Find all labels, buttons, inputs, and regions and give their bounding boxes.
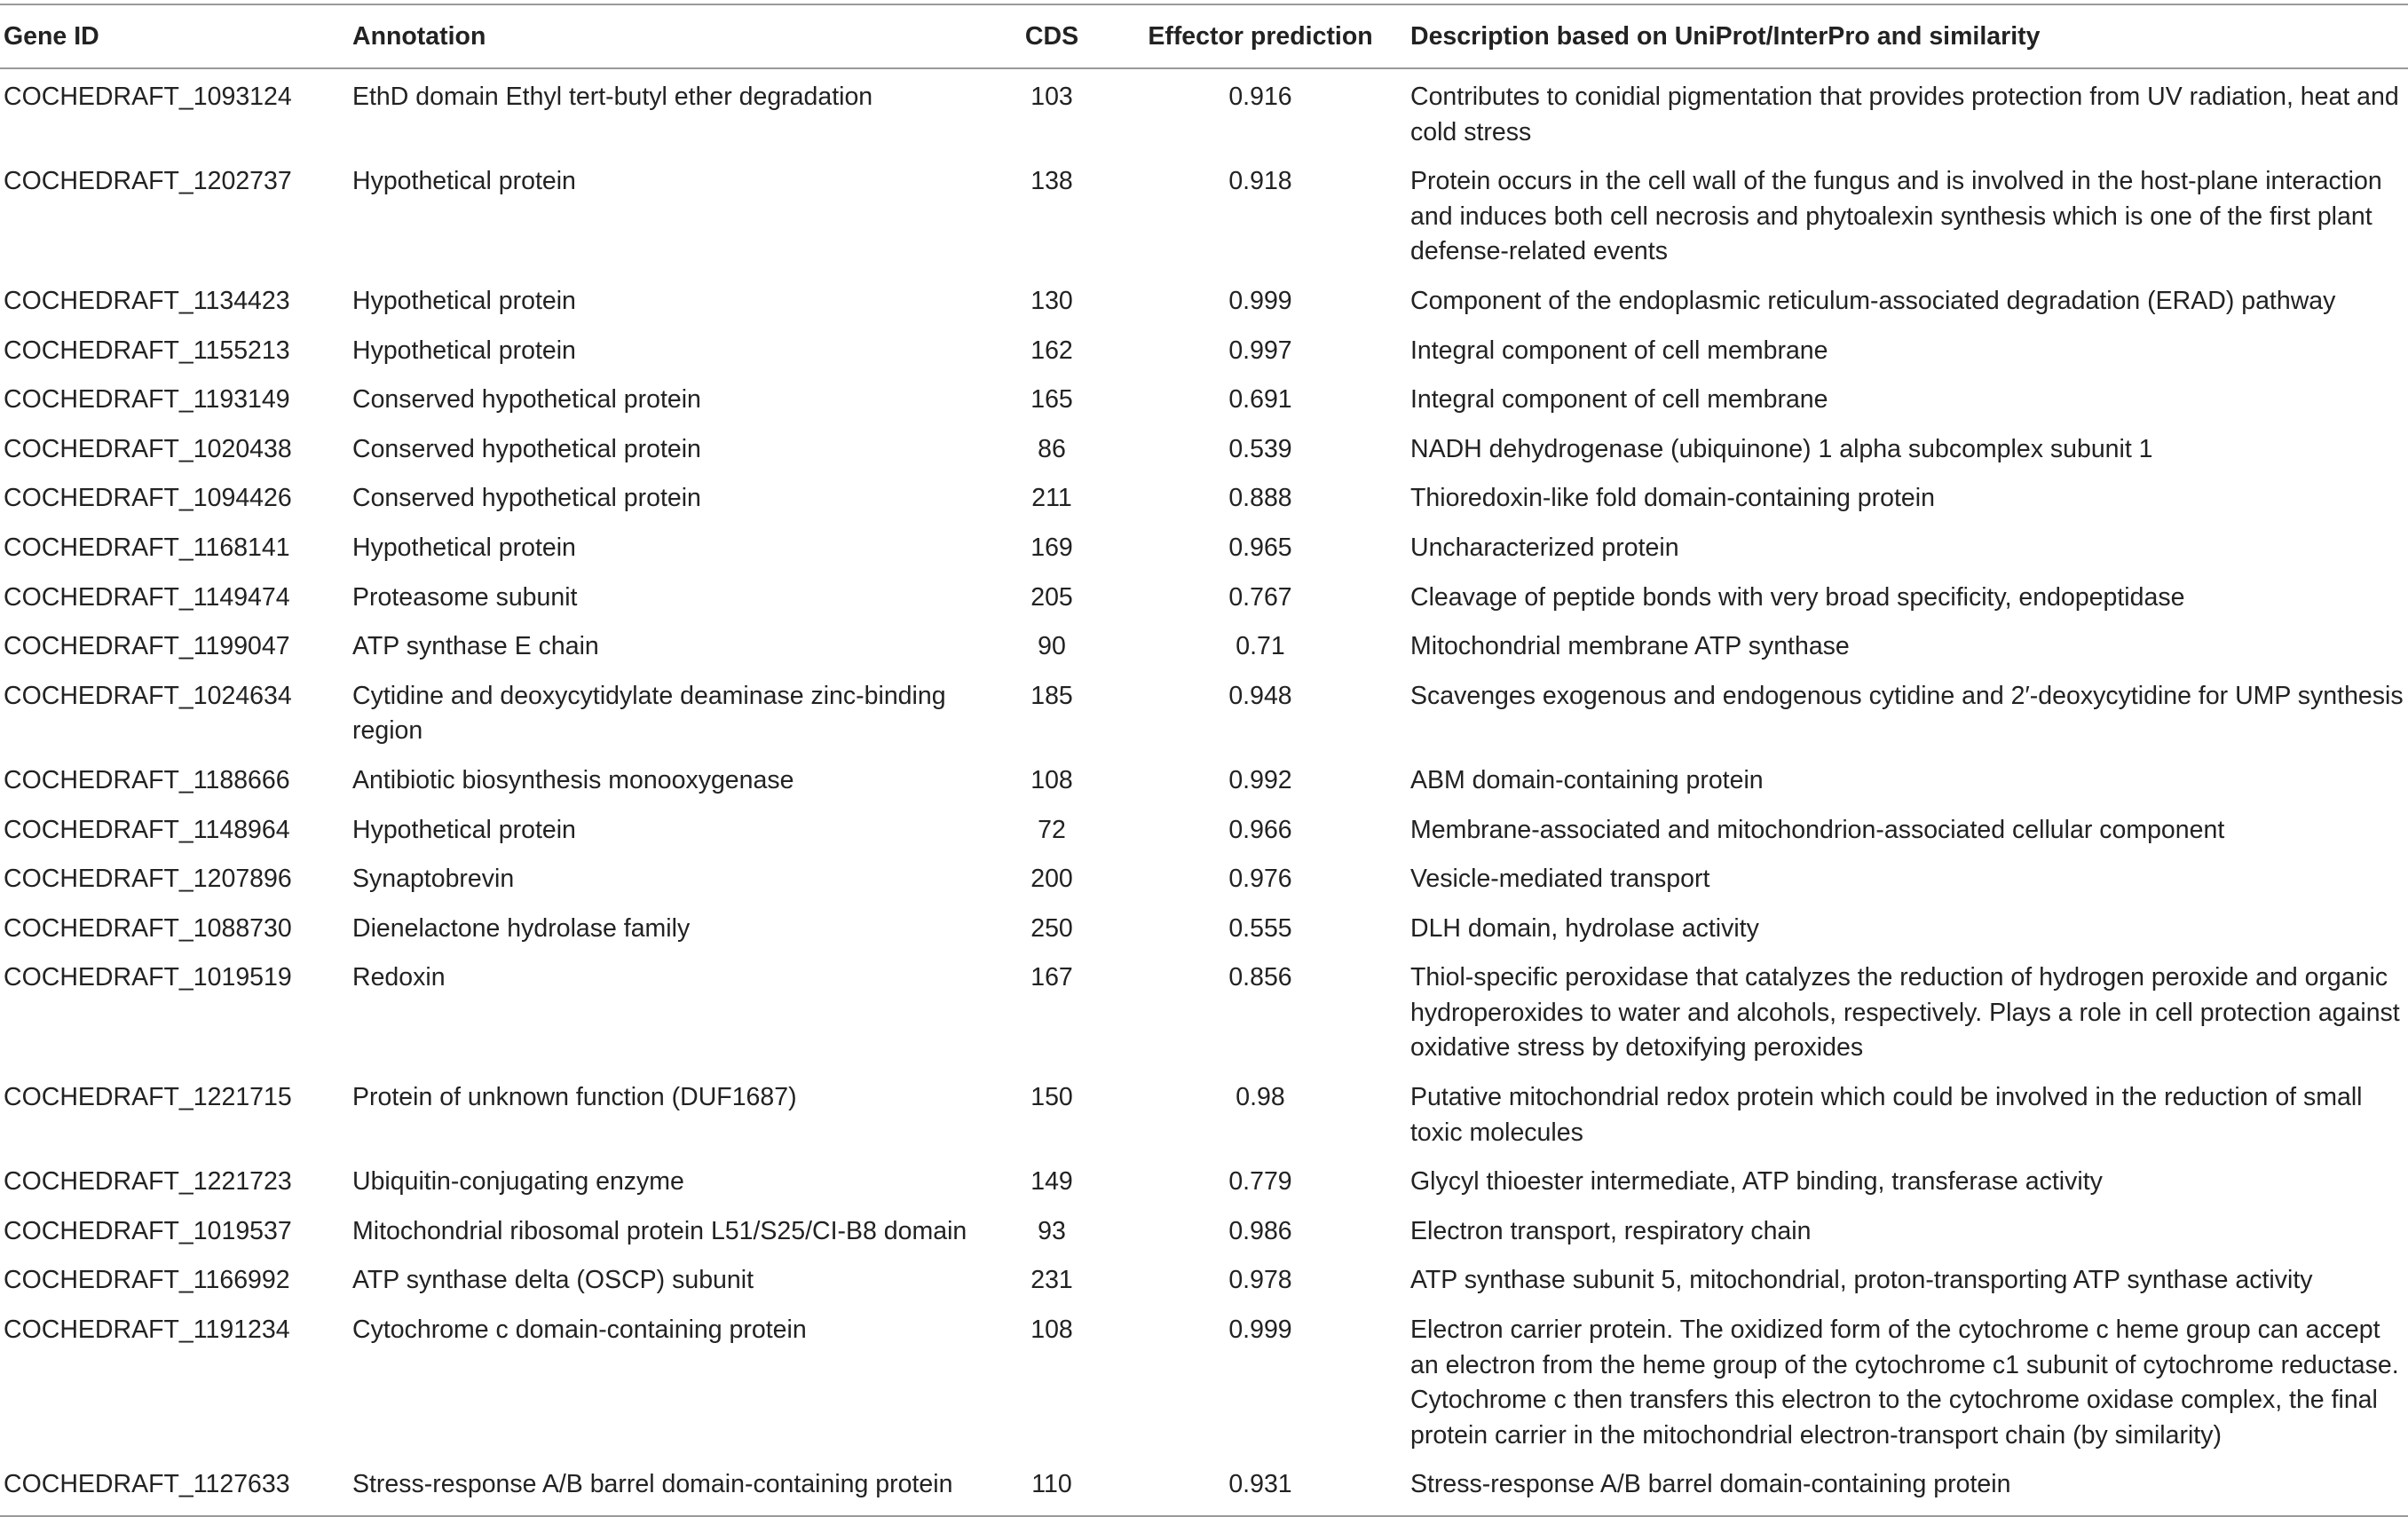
cell-gene-id: COCHEDRAFT_1193149 xyxy=(4,385,290,415)
cell-annotation: Conserved hypothetical protein xyxy=(352,385,701,415)
cell-annotation: Synaptobrevin xyxy=(352,865,515,894)
cell-gene-id: COCHEDRAFT_1019537 xyxy=(4,1216,292,1245)
cell-annotation: Protein of unknown function (DUF1687) xyxy=(352,1083,797,1112)
table-row xyxy=(0,573,2408,623)
effector-table xyxy=(0,4,2408,1517)
table-row xyxy=(0,672,2408,756)
header-gene-id: Gene ID xyxy=(4,21,99,51)
table-row xyxy=(0,524,2408,573)
cell-description: Thioredoxin-like fold domain-containing protein xyxy=(1410,484,1935,513)
table-container xyxy=(0,4,2408,1517)
cell-description: Membrane-associated and mitochondrion-associated cellular component xyxy=(1410,815,2225,844)
table-row xyxy=(0,157,2408,277)
table-row xyxy=(0,622,2408,672)
cell-description: Integral component of cell membrane xyxy=(1410,336,1828,365)
cell-gene-id: COCHEDRAFT_1148964 xyxy=(4,815,290,844)
cell-cds: 150 xyxy=(1030,1083,1073,1112)
cell-effector-prediction: 0.997 xyxy=(1228,336,1292,365)
cell-cds: 130 xyxy=(1030,286,1073,315)
cell-gene-id: COCHEDRAFT_1221723 xyxy=(4,1167,292,1197)
cell-annotation: Ubiquitin-conjugating enzyme xyxy=(352,1167,684,1197)
cell-cds: 205 xyxy=(1030,582,1073,612)
header-description: Description based on UniProt/InterPro and similarity xyxy=(1410,21,2041,51)
cell-description: Putative mitochondrial redox protein which could be involved in the reduction of small toxic molecules xyxy=(1410,1083,2363,1147)
cell-cds: 108 xyxy=(1030,765,1073,794)
table-row xyxy=(0,277,2408,327)
cell-effector-prediction: 0.978 xyxy=(1228,1266,1292,1295)
table-row xyxy=(0,1207,2408,1257)
cell-cds: 162 xyxy=(1030,336,1073,365)
header-cds: CDS xyxy=(1024,21,1079,51)
table-row xyxy=(0,474,2408,524)
cell-effector-prediction: 0.888 xyxy=(1228,484,1292,513)
cell-cds: 167 xyxy=(1030,963,1073,992)
cell-effector-prediction: 0.931 xyxy=(1228,1470,1292,1499)
cell-annotation: Cytochrome c domain-containing protein xyxy=(352,1316,807,1345)
cell-effector-prediction: 0.948 xyxy=(1228,681,1292,710)
cell-cds: 185 xyxy=(1030,681,1073,710)
cell-gene-id: COCHEDRAFT_1020438 xyxy=(4,434,292,463)
cell-gene-id: COCHEDRAFT_1019519 xyxy=(4,963,292,992)
cell-cds: 93 xyxy=(1038,1216,1066,1245)
cell-gene-id: COCHEDRAFT_1191234 xyxy=(4,1316,290,1345)
cell-annotation: Conserved hypothetical protein xyxy=(352,434,701,463)
cell-effector-prediction: 0.999 xyxy=(1228,1316,1292,1345)
cell-gene-id: COCHEDRAFT_1188666 xyxy=(4,765,290,794)
cell-cds: 90 xyxy=(1038,632,1066,661)
cell-description: Glycyl thioester intermediate, ATP binding, transferase activity xyxy=(1410,1167,2103,1197)
cell-effector-prediction: 0.999 xyxy=(1228,286,1292,315)
cell-cds: 200 xyxy=(1030,865,1073,894)
cell-effector-prediction: 0.965 xyxy=(1228,533,1292,562)
cell-effector-prediction: 0.966 xyxy=(1228,815,1292,844)
cell-description: Stress-response A/B barrel domain-containing protein xyxy=(1410,1470,2011,1499)
cell-effector-prediction: 0.916 xyxy=(1228,83,1292,111)
cell-effector-prediction: 0.98 xyxy=(1236,1083,1285,1112)
cell-annotation: ATP synthase E chain xyxy=(352,632,599,661)
table-header xyxy=(0,4,2408,68)
table-row xyxy=(0,905,2408,954)
cell-description: Mitochondrial membrane ATP synthase xyxy=(1410,632,1850,661)
cell-effector-prediction: 0.918 xyxy=(1228,167,1292,196)
cell-description: ABM domain-containing protein xyxy=(1410,765,1764,794)
cell-effector-prediction: 0.555 xyxy=(1228,913,1292,943)
cell-annotation: Dienelactone hydrolase family xyxy=(352,913,691,943)
cell-gene-id: COCHEDRAFT_1024634 xyxy=(4,681,292,710)
table-row xyxy=(0,1158,2408,1207)
cell-description: Uncharacterized protein xyxy=(1410,533,1679,562)
table-body xyxy=(0,68,2408,1516)
cell-annotation: Antibiotic biosynthesis monooxygenase xyxy=(352,765,794,794)
cell-description: DLH domain, hydrolase activity xyxy=(1410,913,1759,943)
cell-effector-prediction: 0.856 xyxy=(1228,963,1292,992)
table-row xyxy=(0,953,2408,1073)
cell-effector-prediction: 0.976 xyxy=(1228,865,1292,894)
cell-cds: 103 xyxy=(1030,83,1073,111)
cell-cds: 138 xyxy=(1030,167,1073,196)
table-row xyxy=(0,1306,2408,1460)
cell-description: Electron carrier protein. The oxidized form of the cytochrome c heme group can accept an electron from the heme group of the cytochrome c1 subunit of cytochrome reductase. Cytochrome c then transfers this electron to the cytochrome oxidase complex, the final protein carrier in the mitochondrial electron-transport chain (by similarity) xyxy=(1410,1316,2399,1450)
cell-cds: 250 xyxy=(1030,913,1073,943)
cell-description: Integral component of cell membrane xyxy=(1410,385,1828,415)
cell-annotation: ATP synthase delta (OSCP) subunit xyxy=(352,1266,754,1295)
header-row xyxy=(0,4,2408,68)
table-row xyxy=(0,375,2408,425)
cell-cds: 149 xyxy=(1030,1167,1073,1197)
cell-effector-prediction: 0.767 xyxy=(1228,582,1292,612)
cell-cds: 169 xyxy=(1030,533,1073,562)
table-row xyxy=(0,1460,2408,1516)
cell-cds: 165 xyxy=(1030,385,1073,415)
table-row xyxy=(0,855,2408,905)
cell-annotation: Redoxin xyxy=(352,963,446,992)
header-annotation: Annotation xyxy=(352,21,486,51)
cell-gene-id: COCHEDRAFT_1134423 xyxy=(4,286,290,315)
cell-gene-id: COCHEDRAFT_1094426 xyxy=(4,484,292,513)
cell-gene-id: COCHEDRAFT_1207896 xyxy=(4,865,292,894)
cell-effector-prediction: 0.691 xyxy=(1228,385,1292,415)
cell-annotation: Hypothetical protein xyxy=(352,167,576,196)
cell-description: Cleavage of peptide bonds with very broad specificity, endopeptidase xyxy=(1410,582,2185,612)
table-row xyxy=(0,327,2408,376)
cell-gene-id: COCHEDRAFT_1093124 xyxy=(4,83,292,111)
cell-annotation: EthD domain Ethyl tert-butyl ether degradation xyxy=(352,83,873,111)
cell-description: Contributes to conidial pigmentation that provides protection from UV radiation, heat and cold stress xyxy=(1410,83,2399,146)
cell-description: Scavenges exogenous and endogenous cytidine and 2′-deoxycytidine for UMP synthesis xyxy=(1410,681,2404,710)
cell-annotation: Mitochondrial ribosomal protein L51/S25/CI-B8 domain xyxy=(352,1216,967,1245)
cell-effector-prediction: 0.779 xyxy=(1228,1167,1292,1197)
cell-description: Vesicle-mediated transport xyxy=(1410,865,1710,894)
table-row xyxy=(0,1073,2408,1158)
cell-cds: 211 xyxy=(1031,484,1072,513)
cell-cds: 72 xyxy=(1038,815,1066,844)
cell-gene-id: COCHEDRAFT_1202737 xyxy=(4,167,292,196)
cell-annotation: Cytidine and deoxycytidylate deaminase zinc-binding region xyxy=(352,681,946,746)
cell-cds: 86 xyxy=(1038,434,1066,463)
cell-annotation: Hypothetical protein xyxy=(352,815,576,844)
cell-effector-prediction: 0.992 xyxy=(1228,765,1292,794)
cell-gene-id: COCHEDRAFT_1127633 xyxy=(4,1470,290,1499)
cell-gene-id: COCHEDRAFT_1221715 xyxy=(4,1083,292,1112)
cell-description: Thiol-specific peroxidase that catalyzes the reduction of hydrogen peroxide and organic hydroperoxides to water and alcohols, respectively. Plays a role in cell protection against oxidative stress by detoxifying peroxides xyxy=(1410,963,2400,1063)
cell-annotation: Hypothetical protein xyxy=(352,533,576,562)
cell-annotation: Conserved hypothetical protein xyxy=(352,484,701,513)
cell-effector-prediction: 0.986 xyxy=(1228,1216,1292,1245)
cell-cds: 108 xyxy=(1030,1316,1073,1345)
table-row xyxy=(0,425,2408,475)
cell-description: Protein occurs in the cell wall of the fungus and is involved in the host-plane interaction and induces both cell necrosis and phytoalexin synthesis which is one of the first plant defense-related events xyxy=(1410,167,2382,266)
table-row xyxy=(0,756,2408,806)
table-row xyxy=(0,1256,2408,1306)
cell-gene-id: COCHEDRAFT_1149474 xyxy=(4,582,290,612)
table-row xyxy=(0,68,2408,157)
cell-gene-id: COCHEDRAFT_1166992 xyxy=(4,1266,290,1295)
cell-gene-id: COCHEDRAFT_1088730 xyxy=(4,913,292,943)
header-effector-prediction: Effector prediction xyxy=(1148,21,1373,51)
cell-annotation: Hypothetical protein xyxy=(352,336,576,365)
cell-annotation: Stress-response A/B barrel domain-containing protein xyxy=(352,1470,953,1499)
cell-annotation: Hypothetical protein xyxy=(352,286,576,315)
table-row xyxy=(0,806,2408,856)
cell-effector-prediction: 0.539 xyxy=(1228,434,1292,463)
cell-cds: 231 xyxy=(1030,1266,1073,1295)
cell-gene-id: COCHEDRAFT_1199047 xyxy=(4,632,290,661)
cell-effector-prediction: 0.71 xyxy=(1236,632,1285,661)
cell-annotation: Proteasome subunit xyxy=(352,582,578,612)
cell-cds: 110 xyxy=(1031,1470,1072,1499)
cell-description: Electron transport, respiratory chain xyxy=(1410,1216,1812,1245)
cell-description: ATP synthase subunit 5, mitochondrial, proton-transporting ATP synthase activity xyxy=(1410,1266,2313,1295)
cell-description: Component of the endoplasmic reticulum-associated degradation (ERAD) pathway xyxy=(1410,286,2336,315)
cell-description: NADH dehydrogenase (ubiquinone) 1 alpha subcomplex subunit 1 xyxy=(1410,434,2153,463)
cell-gene-id: COCHEDRAFT_1155213 xyxy=(4,336,290,365)
cell-gene-id: COCHEDRAFT_1168141 xyxy=(4,533,290,562)
